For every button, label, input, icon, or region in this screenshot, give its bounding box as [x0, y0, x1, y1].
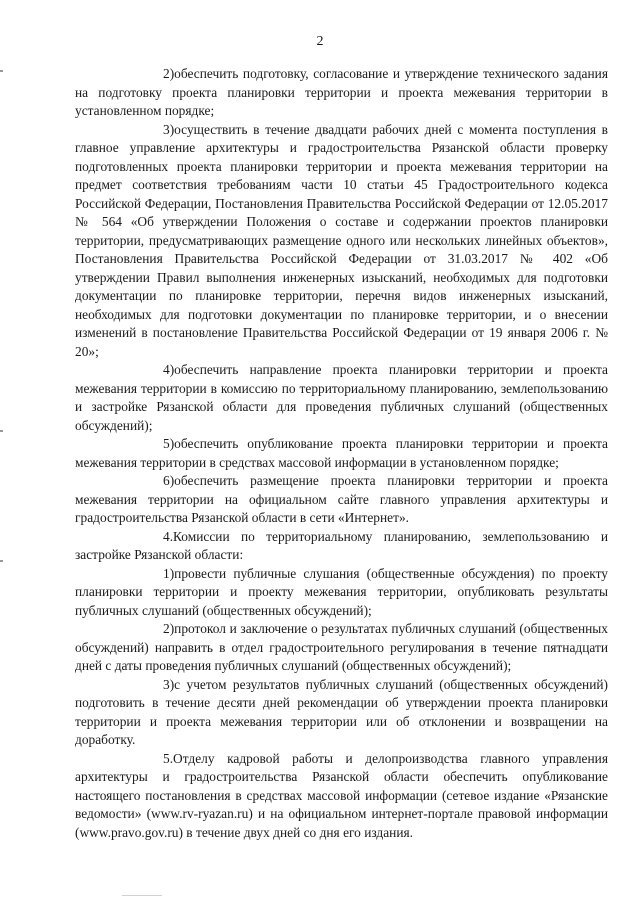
- item-number: 3): [163, 676, 175, 692]
- scan-margin-mark: [0, 560, 3, 562]
- item-number: 5.: [163, 750, 174, 766]
- item-text: обеспечить подготовку, согласование и утверждение технического задания на подготовку проекта планировки территории и проекта межевания территории в установленном порядке;: [75, 66, 608, 118]
- item-number: 4): [163, 362, 175, 377]
- item-text: с учетом результатов публичных слушаний (общественных обсуждений) подготовить в течение десяти дней рекомендации об утверждении проекта планировки территории и проекта межевания территории или об отклонении и возвращении на доработку.: [75, 676, 608, 747]
- list-item: [75, 620, 608, 676]
- scan-margin-mark: [0, 70, 3, 72]
- list-item: [75, 65, 608, 121]
- section-item: [75, 750, 608, 843]
- item-text: Комиссии по территориальному планированию, землепользованию и застройке Рязанской области:: [75, 528, 608, 562]
- item-text: протокол и заключение о результатах публичных слушаний (общественных обсуждений) направить в отдел градостроительного регулирования в течение пятнадцати дней с даты проведения публичных слушаний (общественных обсуждений);: [75, 621, 608, 673]
- item-text: осуществить в течение двадцати рабочих дней с момента поступления в главное управление архитектуры и градостроительства Рязанской области проверку подготовленных проекта планировки территории и проекта межевания территории на предмет соответствия требованиям части 10 статьи 45 Градостроительного кодекса Российской Федерации, Постановления Правительства Российской Федерации от 12.05.2017 № 564 «Об утверждении Положения о составе и содержании проектов планировки территории, предусматривающих размещение одного или нескольких линейных объектов», Постановления Правительства Российской Федерации от 31.03.2017 № 402 «Об утверждении Правил выполнения инженерных изысканий, необходимых для подготовки документации по планировке территории, перечня видов инженерных изысканий, необходимых для подготовки документации по планировке территории, и о внесении изменений в постановление Правительства Российской Федерации от 19 января 2006 г. № 20»;: [75, 121, 608, 359]
- item-text: обеспечить размещение проекта планировки территории и проекта межевания территории на официальном сайте главного управления архитектуры и градостроительства Рязанской области в сети «Интернет».: [75, 473, 608, 525]
- item-number: 5): [163, 436, 175, 451]
- document-body: [75, 65, 608, 842]
- scan-artifact: [122, 895, 162, 896]
- scan-margin-mark: [0, 430, 3, 432]
- list-item: [75, 435, 608, 472]
- item-text: провести публичные слушания (общественные обсуждения) по проекту планировки территории и проекту межевания территории, опубликовать результаты публичных слушаний (общественных обсуждений);: [75, 565, 608, 618]
- item-text: Отделу кадровой работы и делопроизводства главного управления архитектуры и градостроительства Рязанской области обеспечить опубликование настоящего постановления в средствах массовой информации (сетевое издание «Рязанские ведомости» (www.rv-ryazan.ru) и на официальном интернет-портале правовой информации (www.pravo.gov.ru) в течение двух дней со дня его издания.: [75, 750, 608, 840]
- item-number: 4.: [163, 528, 174, 544]
- item-number: 2): [163, 66, 175, 81]
- list-item: [75, 676, 608, 750]
- item-number: 3): [163, 121, 175, 137]
- item-text: обеспечить опубликование проекта планировки территории и проекта межевания территории в средствах массовой информации в установленном порядке;: [75, 436, 608, 470]
- item-number: 1): [163, 565, 175, 581]
- list-item: [75, 472, 608, 528]
- item-number: 2): [163, 621, 175, 636]
- item-number: 6): [163, 473, 175, 488]
- list-item: [75, 565, 608, 621]
- item-text: обеспечить направление проекта планировки территории и проекта межевания территории в комиссию по территориальному планированию, землепользованию и застройке Рязанской области для проведения публичных слушаний (общественных обсуждений);: [75, 362, 608, 433]
- page-number: 2: [316, 34, 324, 49]
- section-item: [75, 528, 608, 565]
- list-item: [75, 121, 608, 362]
- list-item: [75, 361, 608, 435]
